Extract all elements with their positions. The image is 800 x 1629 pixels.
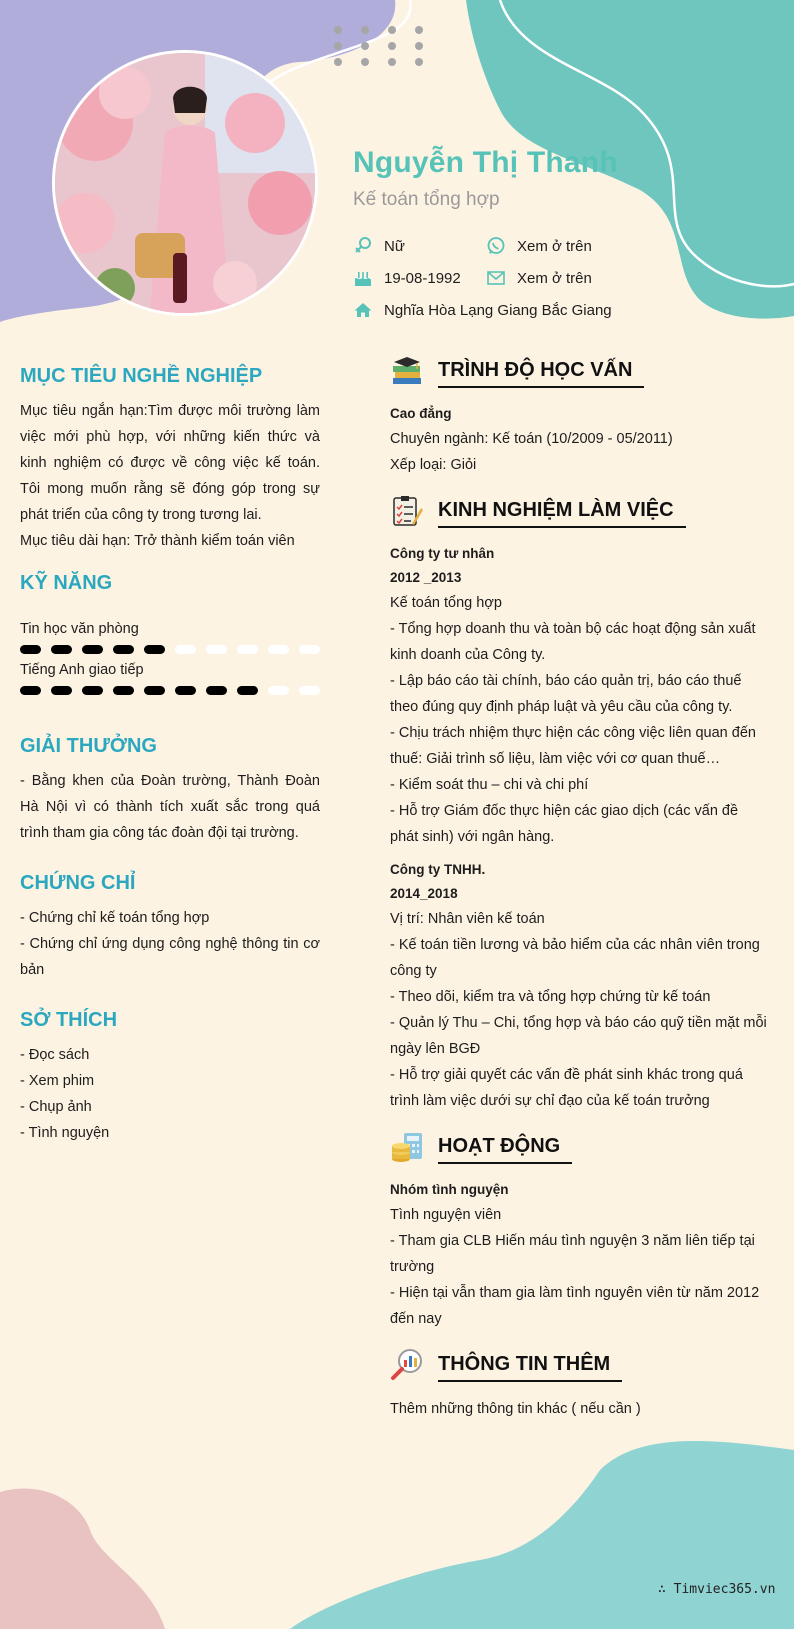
job-task: - Kiểm soát thu – chi và chi phí bbox=[390, 777, 589, 793]
gender-row bbox=[353, 236, 405, 256]
whatsapp-icon bbox=[486, 236, 506, 256]
skill-dot-empty bbox=[175, 645, 196, 654]
job-position: Kế toán tổng hợp bbox=[390, 595, 502, 611]
job-task: - Lập báo cáo tài chính, báo cáo quản trị, báo cáo thuế theo đúng quy định pháp luật và yêu cầu của công ty. bbox=[390, 673, 742, 715]
coins-calculator-icon bbox=[390, 1130, 424, 1164]
phone-row bbox=[486, 236, 592, 256]
address-value: Nghĩa Hòa Lạng Giang Bắc Giang bbox=[384, 301, 612, 319]
right-column bbox=[390, 348, 770, 1422]
skill-dot-filled bbox=[113, 645, 134, 654]
additional-title: THÔNG TIN THÊM bbox=[438, 1353, 622, 1382]
certificate-item: - Chứng chỉ ứng dụng công nghệ thông tin cơ bản bbox=[20, 936, 320, 978]
skill-name: Tiếng Anh giao tiếp bbox=[20, 662, 144, 678]
job-period: 2014_2018 bbox=[390, 886, 458, 901]
job-entry bbox=[390, 858, 770, 1114]
hobbies-title: SỞ THÍCH bbox=[20, 1009, 118, 1031]
education-title: TRÌNH ĐỘ HỌC VẤN bbox=[438, 359, 644, 388]
skill-dot-filled bbox=[20, 686, 41, 695]
skill-dot-filled bbox=[175, 686, 196, 695]
skill-dot-filled bbox=[144, 686, 165, 695]
activities-header bbox=[390, 1124, 770, 1164]
skill-dot-filled bbox=[20, 645, 41, 654]
hobby-item: - Xem phim bbox=[20, 1073, 95, 1089]
skill-dot-filled bbox=[144, 645, 165, 654]
skill-dot-filled bbox=[113, 686, 134, 695]
education-major: Chuyên ngành: Kế toán (10/2009 - 05/2011) bbox=[390, 431, 673, 447]
envelope-icon bbox=[486, 268, 506, 288]
skill-dot-empty bbox=[237, 645, 258, 654]
skill-dot-empty bbox=[268, 645, 289, 654]
job-task: - Hỗ trợ Giám đốc thực hiện các giao dịch (các vấn đề phát sinh) với ngân hàng. bbox=[390, 803, 739, 845]
activities-title: HOẠT ĐỘNG bbox=[438, 1135, 572, 1164]
checklist-icon bbox=[390, 494, 424, 528]
gender-value: Nữ bbox=[384, 237, 405, 255]
skill-dot-filled bbox=[82, 645, 103, 654]
job-task: - Chịu trách nhiệm thực hiện các công việc liên quan đến thuế: Giải trình số liệu, làm việc với cơ quan thuế… bbox=[390, 725, 756, 767]
skills-title: KỸ NĂNG bbox=[20, 572, 113, 594]
birthday-cake-icon bbox=[353, 268, 373, 288]
email-row bbox=[486, 268, 592, 288]
profile-photo bbox=[52, 50, 318, 316]
activity-org: Nhóm tình nguyện bbox=[390, 1182, 509, 1197]
job-task: - Kế toán tiền lương và bảo hiểm của các nhân viên trong công ty bbox=[390, 937, 760, 979]
hobby-item: - Chụp ảnh bbox=[20, 1099, 92, 1115]
gender-icon bbox=[353, 236, 373, 256]
additional-text: Thêm những thông tin khác ( nếu cần ) bbox=[390, 1401, 641, 1417]
job-company: Công ty TNHH. bbox=[390, 862, 486, 877]
activity-item: - Tham gia CLB Hiến máu tình nguyện 3 năm liên tiếp tại trường bbox=[390, 1233, 755, 1275]
skill-dot-filled bbox=[237, 686, 258, 695]
education-header bbox=[390, 348, 770, 388]
job-period: 2012 _2013 bbox=[390, 570, 462, 585]
skill-dot-empty bbox=[299, 686, 320, 695]
books-icon bbox=[390, 354, 424, 388]
job-task: - Quản lý Thu – Chi, tổng hợp và báo cáo quỹ tiền mặt mỗi ngày lên BGĐ bbox=[390, 1015, 767, 1057]
skill-dot-empty bbox=[268, 686, 289, 695]
activity-item: - Hiện tại vẫn tham gia làm tình nguyên viên từ năm 2012 đến nay bbox=[390, 1285, 760, 1327]
job-entry bbox=[390, 542, 770, 850]
skill-dot-empty bbox=[206, 645, 227, 654]
awards-title: GIẢI THƯỞNG bbox=[20, 735, 157, 757]
address-row bbox=[353, 300, 612, 320]
skill-dot-filled bbox=[51, 645, 72, 654]
education-grade: Xếp loại: Giỏi bbox=[390, 457, 477, 473]
job-task: - Tổng hợp doanh thu và toàn bộ các hoạt động sản xuất kinh doanh của Công ty. bbox=[390, 621, 756, 663]
magnifier-chart-icon bbox=[390, 1348, 424, 1382]
objective-title: MỤC TIÊU NGHỀ NGHIỆP bbox=[20, 365, 263, 387]
job-company: Công ty tư nhân bbox=[390, 546, 495, 561]
phone-value: Xem ở trên bbox=[517, 237, 592, 255]
job-task: - Theo dõi, kiểm tra và tổng hợp chứng từ kế toán bbox=[390, 989, 711, 1005]
left-column bbox=[20, 365, 320, 1146]
job-position: Vị trí: Nhân viên kế toán bbox=[390, 911, 545, 927]
objective-long: Mục tiêu dài hạn: Trở thành kiểm toán viên bbox=[20, 533, 295, 549]
experience-header bbox=[390, 488, 770, 528]
skill-name: Tin học văn phòng bbox=[20, 621, 139, 637]
hobby-item: - Tình nguyện bbox=[20, 1125, 110, 1141]
timviec365-logo[interactable]: ∴ Timviec365.vn bbox=[658, 1582, 776, 1597]
job-task: - Hỗ trợ giải quyết các vấn đề phát sinh khác trong quá trình làm việc dưới sự chỉ đạo của kế toán trưởng bbox=[390, 1067, 743, 1109]
skill-dot-empty bbox=[299, 645, 320, 654]
experience-title: KINH NGHIỆM LÀM VIỆC bbox=[438, 499, 686, 528]
skill-dot-filled bbox=[51, 686, 72, 695]
certificates-title: CHỨNG CHỈ bbox=[20, 872, 136, 894]
email-value: Xem ở trên bbox=[517, 269, 592, 287]
certificate-item: - Chứng chỉ kế toán tổng hợp bbox=[20, 910, 210, 926]
objective-short: Mục tiêu ngắn hạn:Tìm được môi trường làm việc mới phù hợp, với những kiến thức và kinh nghiệm có được về công việc kế toán. Tôi mong muốn rằng sẽ đóng góp trong sự phát triển của công ty trong tương lai. bbox=[20, 403, 320, 523]
hobby-item: - Đọc sách bbox=[20, 1047, 90, 1063]
education-school: Cao đẳng bbox=[390, 406, 452, 421]
awards-text: - Bằng khen của Đoàn trường, Thành Đoàn Hà Nội vì có thành tích xuất sắc trong quá trình tham gia công tác đoàn đội tại trường. bbox=[20, 773, 320, 841]
candidate-name: Nguyễn Thị Thanh bbox=[353, 146, 618, 179]
birthday-row bbox=[353, 268, 461, 288]
activity-role: Tình nguyện viên bbox=[390, 1207, 502, 1223]
birthday-value: 19-08-1992 bbox=[384, 269, 461, 287]
skill-rating bbox=[20, 686, 320, 695]
skill-dot-filled bbox=[206, 686, 227, 695]
job-title: Kế toán tổng hợp bbox=[353, 189, 500, 210]
skill-rating bbox=[20, 645, 320, 654]
additional-header bbox=[390, 1342, 770, 1382]
home-icon bbox=[353, 300, 373, 320]
skill-dot-filled bbox=[82, 686, 103, 695]
